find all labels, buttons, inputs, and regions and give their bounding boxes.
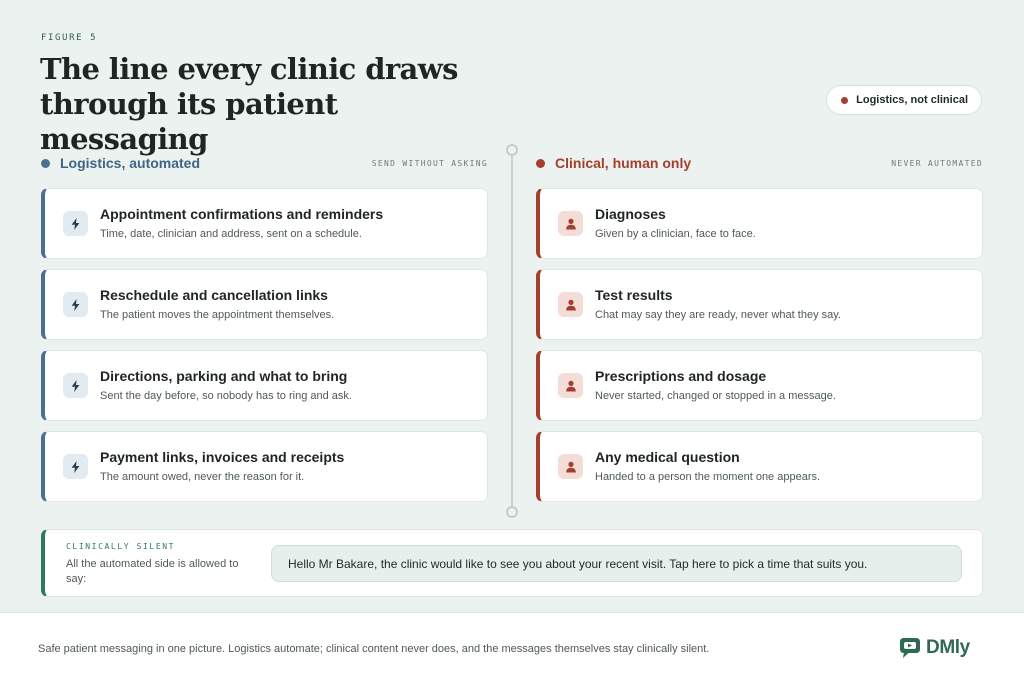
person-icon [558, 292, 583, 317]
clinically-silent-panel [41, 529, 983, 597]
clinical-card-title: Prescriptions and dosage [595, 368, 767, 384]
example-message-bubble: Hello Mr Bakare, the clinic would like to see you about your recent visit. Tap here to pick a time that suits you. [271, 545, 962, 582]
logistics-card-desc: Time, date, clinician and address, sent on a schedule. [100, 228, 362, 240]
clinical-card [536, 431, 983, 502]
clinical-card-title: Any medical question [595, 449, 740, 465]
clinical-column-title: Clinical, human only [555, 155, 692, 171]
logistics-card-desc: Sent the day before, so nobody has to ring and ask. [100, 390, 352, 402]
footer [0, 612, 1024, 683]
clinical-dot-icon [536, 159, 545, 168]
clinical-card-title: Test results [595, 287, 673, 303]
logistics-column-tag: SEND WITHOUT ASKING [371, 158, 488, 168]
clinical-card [536, 350, 983, 421]
clinical-card [536, 188, 983, 259]
logistics-column-header [41, 154, 488, 172]
logistics-column-title: Logistics, automated [60, 155, 201, 171]
logistics-card-title: Payment links, invoices and receipts [100, 449, 345, 465]
lightning-icon [63, 292, 88, 317]
logistics-card [41, 269, 488, 340]
lightning-icon [63, 373, 88, 398]
legend-dot-icon [841, 97, 848, 104]
clinical-card-title: Diagnoses [595, 206, 666, 222]
logistics-card [41, 188, 488, 259]
divider-bottom-knob [506, 506, 518, 518]
page-title: The line every clinic draws through its patient messaging [40, 52, 458, 156]
legend-label: Logistics, not clinical [856, 94, 968, 106]
figure-label: FIGURE 5 [41, 33, 98, 43]
logistics-card-title: Appointment confirmations and reminders [100, 206, 384, 222]
legend-badge [826, 85, 982, 115]
clinical-card-desc: Chat may say they are ready, never what they say. [595, 309, 841, 321]
clinical-column-header [536, 154, 983, 172]
logo-wordmark: DMly [926, 637, 970, 658]
lightning-icon [63, 211, 88, 236]
logistics-card-desc: The amount owed, never the reason for it. [100, 471, 305, 483]
logistics-dot-icon [41, 159, 50, 168]
logistics-card [41, 431, 488, 502]
person-icon [558, 211, 583, 236]
chat-logo-icon [899, 637, 923, 659]
clinical-card-desc: Handed to a person the moment one appears. [595, 471, 821, 483]
footer-caption: Safe patient messaging in one picture. Logistics automate; clinical content never does, and the messages themselves stay clinically silent. [38, 643, 710, 655]
divider-top-knob [506, 144, 518, 156]
clinically-silent-label: All the automated side is allowed to say: [66, 558, 239, 585]
clinically-silent-tag: CLINICALLY SILENT [66, 542, 176, 551]
clinical-card [536, 269, 983, 340]
lightning-icon [63, 454, 88, 479]
logistics-card-title: Directions, parking and what to bring [100, 368, 348, 384]
logistics-card [41, 350, 488, 421]
clinical-card-desc: Never started, changed or stopped in a message. [595, 390, 836, 402]
column-divider [511, 150, 513, 512]
clinical-column-tag: NEVER AUTOMATED [891, 158, 983, 168]
person-icon [558, 454, 583, 479]
logistics-card-desc: The patient moves the appointment themselves. [100, 309, 335, 321]
logistics-card-title: Reschedule and cancellation links [100, 287, 328, 303]
person-icon [558, 373, 583, 398]
brand-logo [899, 637, 970, 659]
clinical-card-desc: Given by a clinician, face to face. [595, 228, 756, 240]
